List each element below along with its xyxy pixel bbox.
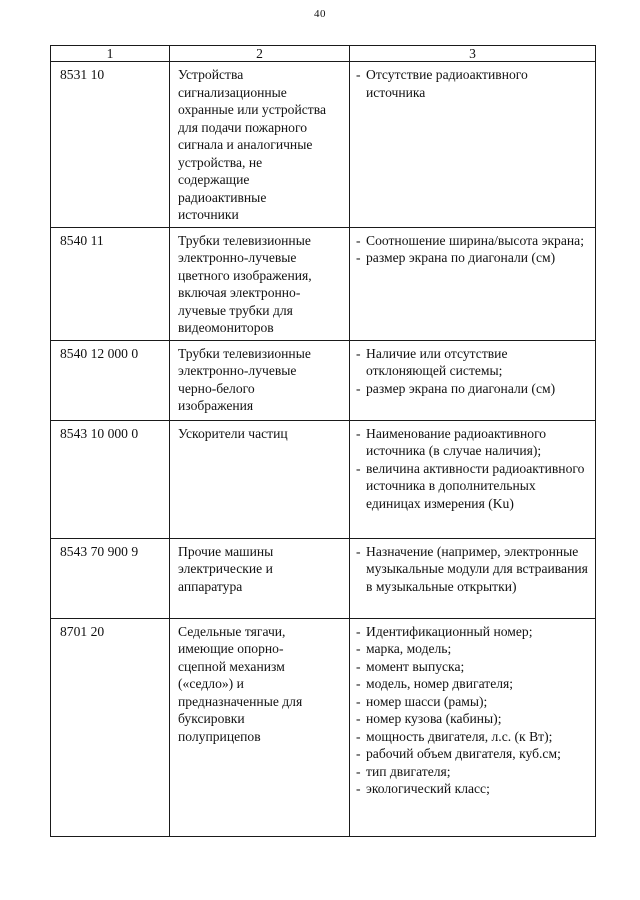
attribute-text: Соотношение ширина/высота экрана;	[366, 232, 584, 248]
goods-name: Прочие машины электрические и аппаратура	[178, 543, 274, 594]
column-header-1: 1	[51, 46, 170, 62]
attribute-text: размер экрана по диагонали (см)	[366, 250, 556, 265]
goods-name-cell	[170, 340, 350, 420]
attribute-text: Назначение (например, электронные музыкальные модули для встраивания в музыкальные открытки)	[366, 543, 588, 594]
attribute-item: - Наличие или отсутствие отклоняющей системы;	[356, 345, 589, 380]
attribute-text: Наличие или отсутствие отклоняющей системы;	[366, 345, 508, 378]
attribute-text: модель, номер двигателя;	[366, 676, 514, 691]
table-header-row	[51, 46, 596, 62]
goods-name: Ускорители частиц	[178, 425, 288, 441]
attribute-item: - Отсутствие радиоактивного источника	[356, 66, 589, 101]
table-row	[51, 420, 596, 538]
attributes-cell	[350, 340, 596, 420]
attributes-cell	[350, 618, 596, 836]
goods-name: Трубки телевизионные электронно-лучевые цветного изображения, включая электронно-лучевые трубки для видеомониторов	[178, 232, 312, 335]
attribute-item: - номер кузова (кабины);	[356, 710, 589, 728]
tnved-code: 8540 12 000 0	[51, 340, 170, 420]
page-number: 40	[314, 8, 326, 20]
attribute-item: - экологический класс;	[356, 780, 589, 798]
attribute-text: экологический класс;	[366, 781, 490, 796]
column-header-2: 2	[170, 46, 350, 62]
attribute-item: - размер экрана по диагонали (см)	[356, 380, 589, 398]
goods-name-cell	[170, 62, 350, 228]
attribute-item: - размер экрана по диагонали (см)	[356, 249, 589, 267]
attribute-text: Наименование радиоактивного источника (в случае наличия);	[366, 425, 547, 458]
attribute-text: тип двигателя;	[366, 763, 451, 779]
goods-name: Трубки телевизионные электронно-лучевые черно-белого изображения	[178, 345, 311, 413]
goods-name: Седельные тягачи, имеющие опорно-сцепной механизм («седло») и предназначенные для буксировки полуприцепов	[178, 623, 303, 744]
attribute-text: Отсутствие радиоактивного источника	[366, 67, 528, 100]
attribute-text: величина активности радиоактивного источника в дополнительных единицах измерения (Ku)	[366, 460, 585, 511]
tnved-code: 8543 10 000 0	[51, 420, 170, 538]
attribute-item: - модель, номер двигателя;	[356, 675, 589, 693]
goods-name-cell	[170, 420, 350, 538]
attribute-item: - Идентификационный номер;	[356, 623, 589, 641]
goods-name-cell	[170, 538, 350, 618]
attributes-cell	[350, 227, 596, 340]
attributes-cell	[350, 538, 596, 618]
attribute-text: номер кузова (кабины);	[366, 711, 502, 726]
table-row	[51, 340, 596, 420]
table-row	[51, 227, 596, 340]
attribute-item: - Назначение (например, электронные музыкальные модули для встраивания в музыкальные открытки)	[356, 543, 588, 594]
attributes-cell	[350, 62, 596, 228]
attribute-item: - момент выпуска;	[356, 658, 589, 676]
attribute-text: марка, модель;	[366, 641, 452, 656]
column-header-3: 3	[350, 46, 596, 62]
tnved-code: 8543 70 900 9	[51, 538, 170, 618]
attribute-text: Идентификационный номер;	[366, 623, 533, 639]
attribute-text: рабочий объем двигателя, куб.см;	[366, 746, 561, 761]
tnved-code: 8701 20	[51, 618, 170, 836]
attribute-item: - номер шасси (рамы);	[356, 693, 589, 711]
attribute-text: номер шасси (рамы);	[366, 693, 488, 709]
table-row	[51, 62, 596, 228]
table-row	[51, 538, 596, 618]
table-row	[51, 618, 596, 836]
attribute-item: - Наименование радиоактивного источника (в случае наличия);	[356, 425, 589, 460]
attribute-item: - рабочий объем двигателя, куб.см;	[356, 745, 589, 763]
attribute-text: момент выпуска;	[366, 658, 465, 674]
attribute-item: - марка, модель;	[356, 640, 589, 658]
tnved-code: 8531 10	[51, 62, 170, 228]
goods-table	[50, 45, 596, 837]
attribute-item: - Соотношение ширина/высота экрана;	[356, 232, 589, 250]
goods-name: Устройства сигнализационные охранные или устройства для подачи пожарного сигнала и аналогичные устройства, не содержащие радиоактивные источники	[178, 67, 326, 222]
attribute-text: мощность двигателя, л.с. (к Вт);	[366, 728, 553, 744]
attributes-cell	[350, 420, 596, 538]
attribute-item: - тип двигателя;	[356, 763, 589, 781]
goods-name-cell	[170, 618, 350, 836]
tnved-code: 8540 11	[51, 227, 170, 340]
attribute-item: - величина активности радиоактивного источника в дополнительных единицах измерения (Ku)	[356, 460, 589, 513]
attribute-item: - мощность двигателя, л.с. (к Вт);	[356, 728, 589, 746]
attribute-text: размер экрана по диагонали (см)	[366, 380, 556, 396]
goods-name-cell	[170, 227, 350, 340]
